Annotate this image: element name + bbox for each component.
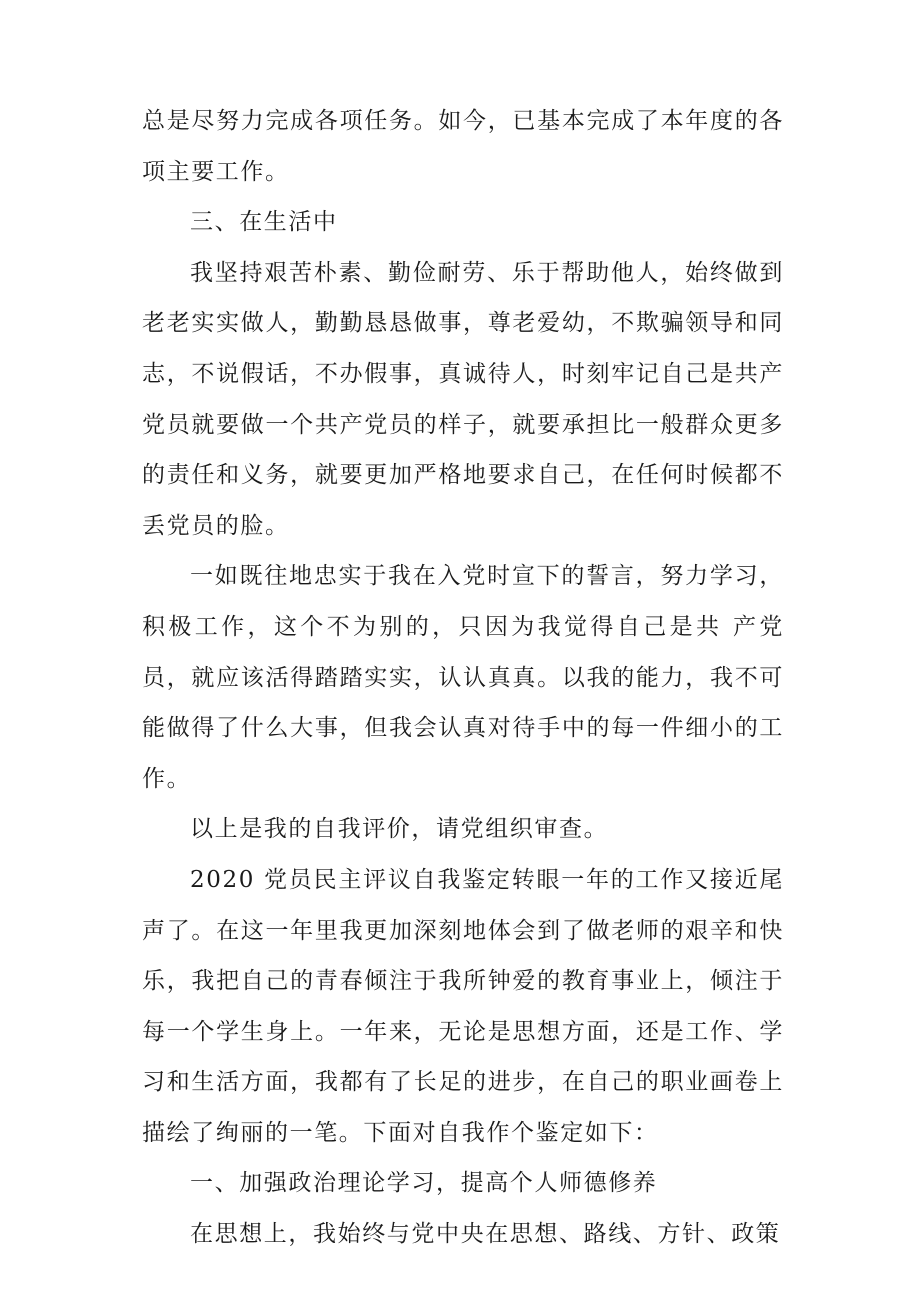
paragraph-life: 我坚持艰苦朴素、勤俭耐劳、乐于帮助他人，始终做到老老实实做人，勤勤恳恳做事，尊老爱幼，不欺骗领导和同志，不说假话，不办假事，真诚待人，时刻牢记自己是共产党员就要做一个共产党员的样子，就要承担比一般群众更多的责任和义务，就要更加严格地要求自己，在任何时候都不丢党员的脸。 [142,259,784,539]
document-page [142,96,784,1260]
section-heading-political-study: 一、加强政治理论学习，提高个人师德修养 [190,1170,658,1197]
paragraph-continuation: 总是尽努力完成各项任务。如今，已基本完成了本年度的各项主要工作。 [142,108,784,185]
paragraph-review-request: 以上是我的自我评价，请党组织审查。 [190,816,609,843]
paragraph-oath: 一如既往地忠实于我在入党时宣下的誓言，努力学习，积极工作，这个不为别的，只因为我觉得自己是共 产党员，就应该活得踏踏实实，认认真真。以我的能力，我不可能做得了什么大事，但我会认真对待手中的每一件细小的工作。 [142,563,784,792]
section-heading-life: 三、在生活中 [190,209,338,236]
paragraph-ideology: 在思想上，我始终与党中央在思想、路线、方针、政策 [190,1221,781,1248]
paragraph-self-appraisal-intro: 2020 党员民主评议自我鉴定转眼一年的工作又接近尾声了。在这一年里我更加深刻地体会到了做老师的艰辛和快乐，我把自己的青春倾注于我所钟爱的教育事业上，倾注于每一个学生身上。一年来，无论是思想方面，还是工作、学习和生活方面，我都有了长足的进步，在自己的职业画卷上描绘了绚丽的一笔。下面对自我作个鉴定如下： [142,866,784,1146]
